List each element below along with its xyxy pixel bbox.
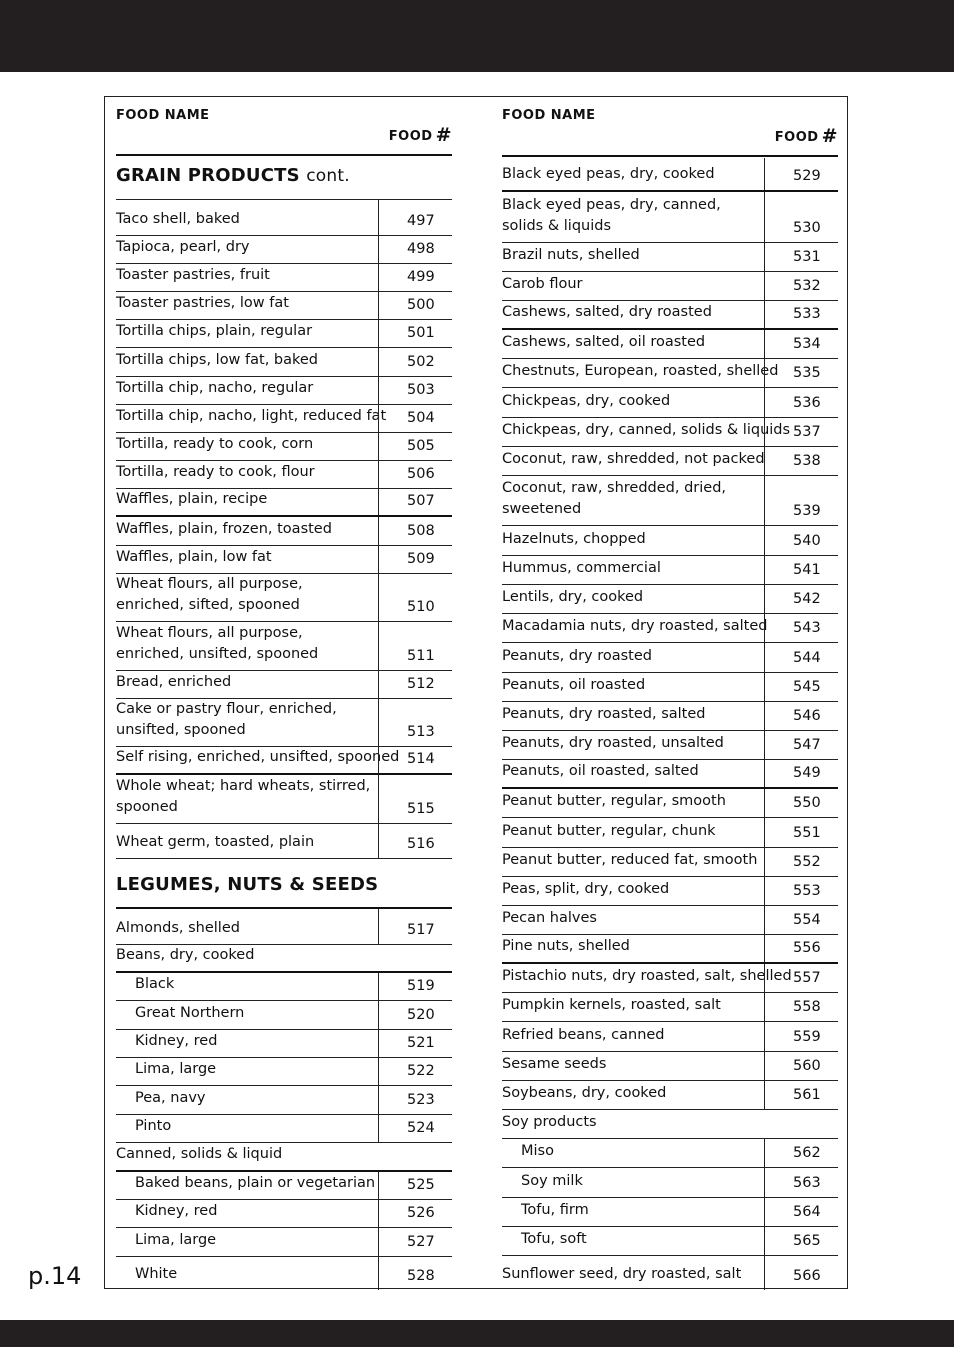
table-row — [502, 614, 838, 643]
food-number: 517 — [407, 922, 435, 938]
food-number: 509 — [407, 551, 435, 567]
food-name — [116, 623, 318, 664]
food-number: 521 — [407, 1035, 435, 1051]
table-row — [502, 556, 838, 585]
food-number: 523 — [407, 1092, 435, 1108]
food-number-cell — [378, 1030, 453, 1057]
food-number-cell — [378, 699, 453, 746]
food-number: 559 — [793, 1029, 821, 1045]
food-number: 529 — [793, 168, 821, 184]
food-number-cell — [378, 671, 453, 698]
food-number-cell — [378, 200, 453, 235]
food-number: 530 — [793, 220, 821, 236]
table-row — [502, 964, 838, 993]
table-row — [116, 622, 452, 671]
table-row — [116, 1058, 452, 1086]
food-number: 538 — [793, 453, 821, 469]
food-number: 504 — [407, 410, 435, 426]
food-number: 563 — [793, 1175, 821, 1191]
food-number-cell — [378, 909, 453, 944]
food-number-cell — [764, 1081, 839, 1109]
table-row — [502, 301, 838, 330]
page-number: p.14 — [28, 1262, 82, 1290]
food-number: 512 — [407, 676, 435, 692]
food-number: 510 — [407, 599, 435, 615]
table-row — [502, 1256, 838, 1290]
food-number: 558 — [793, 999, 821, 1015]
table-row — [116, 1228, 452, 1257]
food-name: Tapioca, pearl, dry — [116, 238, 250, 255]
food-name: Tofu, soft — [521, 1230, 587, 1247]
food-number-cell — [378, 1001, 453, 1029]
food-number-cell — [764, 731, 839, 759]
food-number: 532 — [793, 278, 821, 294]
food-number: 540 — [793, 533, 821, 549]
table-row — [502, 673, 838, 702]
food-number: 542 — [793, 591, 821, 607]
table-row — [502, 1198, 838, 1227]
food-number-cell — [764, 359, 839, 387]
table-row — [502, 272, 838, 301]
table-row — [502, 1110, 838, 1139]
food-name-line: solids & liquids — [502, 217, 612, 234]
table-row — [502, 818, 838, 848]
table-row — [502, 643, 838, 673]
food-number: 513 — [407, 724, 435, 740]
table-row — [116, 320, 452, 348]
table-row — [116, 1001, 452, 1030]
food-name: Hummus, commercial — [502, 559, 661, 576]
food-number-cell — [764, 993, 839, 1021]
table-row — [116, 236, 452, 264]
food-number: 543 — [793, 620, 821, 636]
food-number: 556 — [793, 940, 821, 956]
food-number: 507 — [407, 493, 435, 509]
food-name: Toaster pastries, fruit — [116, 266, 270, 283]
food-name: Peanuts, oil roasted — [502, 676, 646, 693]
food-number: 527 — [407, 1234, 435, 1250]
food-name: Toaster pastries, low fat — [116, 294, 289, 311]
food-name: Black — [135, 975, 175, 992]
food-number-cell — [378, 1086, 453, 1114]
food-number: 550 — [793, 795, 821, 811]
table-row — [116, 909, 452, 945]
food-name-line: sweetened — [502, 500, 582, 517]
food-number: 539 — [793, 503, 821, 519]
table-row — [116, 1257, 452, 1290]
table-row — [502, 702, 838, 731]
food-name: Cashews, salted, oil roasted — [502, 333, 706, 350]
food-name: Pea, navy — [135, 1089, 206, 1106]
table-row — [502, 158, 838, 192]
food-number: 546 — [793, 708, 821, 724]
table-row — [116, 1086, 452, 1115]
table-row — [116, 574, 452, 622]
table-row — [116, 699, 452, 747]
food-number: 522 — [407, 1063, 435, 1079]
food-name: Tortilla chip, nacho, regular — [116, 379, 314, 396]
food-name: Tortilla, ready to cook, corn — [116, 435, 314, 452]
food-name-line: Cake or pastry flour, enriched, — [116, 701, 337, 717]
food-name: Miso — [521, 1142, 554, 1159]
food-number: 541 — [793, 562, 821, 578]
food-name: Soy products — [502, 1113, 597, 1130]
food-name: Lentils, dry, cooked — [502, 588, 644, 605]
food-name: Peanuts, dry roasted — [502, 647, 652, 664]
table-row — [502, 476, 838, 526]
food-name: Pecan halves — [502, 909, 597, 926]
table-row — [502, 330, 838, 359]
food-number-cell — [764, 330, 839, 358]
food-name-line: spooned — [116, 798, 178, 815]
food-number: 562 — [793, 1145, 821, 1161]
food-name-header: FOOD NAME — [116, 108, 210, 123]
food-name: Peas, split, dry, cooked — [502, 880, 670, 897]
table-row — [502, 1227, 838, 1256]
food-name: Tortilla, ready to cook, flour — [116, 463, 315, 480]
food-name: Chestnuts, European, roasted, shelled — [502, 362, 779, 379]
food-name: Tortilla chips, low fat, baked — [116, 351, 319, 368]
food-number-cell — [764, 702, 839, 730]
food-number: 537 — [793, 424, 821, 440]
food-name: Pistachio nuts, dry roasted, salt, shelled — [502, 967, 792, 984]
food-number-cell — [764, 526, 839, 555]
table-row — [116, 264, 452, 292]
food-name: Peanut butter, regular, smooth — [502, 792, 726, 809]
food-number: 498 — [407, 241, 435, 257]
food-number-cell — [764, 476, 839, 525]
food-name: Refried beans, canned — [502, 1026, 665, 1043]
food-name: Peanut butter, reduced fat, smooth — [502, 851, 758, 868]
food-number-cell — [764, 760, 839, 787]
food-name-line: Wheat flours, all purpose, — [116, 576, 303, 592]
food-name: Hazelnuts, chopped — [502, 530, 646, 547]
food-number: 508 — [407, 523, 435, 539]
food-number: 551 — [793, 825, 821, 841]
food-number: 561 — [793, 1087, 821, 1103]
food-name: Cashews, salted, dry roasted — [502, 303, 712, 320]
table-row — [502, 243, 838, 272]
food-name — [502, 478, 726, 519]
food-name: White — [135, 1265, 178, 1282]
food-name — [116, 699, 337, 740]
food-number-cell — [378, 236, 453, 263]
table-row — [502, 1052, 838, 1081]
food-number: 515 — [407, 801, 435, 817]
food-number-cell — [764, 848, 839, 876]
food-name: Carob flour — [502, 275, 583, 292]
food-number-cell — [764, 1139, 839, 1167]
food-name: Waffles, plain, frozen, toasted — [116, 520, 332, 537]
food-number-cell — [378, 574, 453, 621]
food-name: Bread, enriched — [116, 673, 232, 690]
food-name: Chickpeas, dry, canned, solids & liquids — [502, 421, 791, 438]
food-number-cell — [764, 192, 839, 242]
food-name: Soy milk — [521, 1172, 583, 1189]
table-row — [116, 546, 452, 574]
food-number: 564 — [793, 1204, 821, 1220]
food-number: 505 — [407, 438, 435, 454]
table-row — [502, 789, 838, 818]
table-row — [502, 993, 838, 1022]
table-row — [116, 405, 452, 433]
food-name-line: unsifted, spooned — [116, 721, 246, 738]
food-number-cell — [764, 1052, 839, 1080]
food-name-line: enriched, unsifted, spooned — [116, 645, 319, 662]
food-number: 566 — [793, 1268, 821, 1284]
food-number: 531 — [793, 249, 821, 265]
food-number-cell — [378, 1115, 453, 1142]
table-row — [502, 1022, 838, 1052]
food-name: Waffles, plain, recipe — [116, 490, 268, 507]
food-name: Sesame seeds — [502, 1055, 607, 1072]
bottom-bar — [0, 1320, 954, 1347]
food-number-cell — [764, 789, 839, 817]
food-name: Peanuts, oil roasted, salted — [502, 762, 699, 779]
food-number: 524 — [407, 1120, 435, 1136]
table-row — [116, 1172, 452, 1200]
food-name: Pine nuts, shelled — [502, 937, 630, 954]
food-name: Peanuts, dry roasted, unsalted — [502, 734, 724, 751]
food-name: Beans, dry, cooked — [116, 946, 255, 963]
food-number-cell — [378, 517, 453, 545]
food-number-cell — [764, 964, 839, 992]
food-number: 526 — [407, 1205, 435, 1221]
food-number: 552 — [793, 854, 821, 870]
header-rule — [116, 154, 452, 156]
table-row — [502, 447, 838, 476]
food-number-cell — [378, 775, 453, 823]
food-number: 534 — [793, 336, 821, 352]
food-number-cell — [764, 1168, 839, 1197]
table-row — [502, 418, 838, 447]
food-number-cell — [378, 461, 453, 488]
table-row — [116, 1115, 452, 1143]
table-row — [502, 192, 838, 243]
food-number-cell — [378, 973, 453, 1000]
food-number: 511 — [407, 648, 435, 664]
food-name: Almonds, shelled — [116, 919, 240, 936]
table-row — [116, 671, 452, 699]
food-name: Kidney, red — [135, 1202, 218, 1219]
food-number: 535 — [793, 365, 821, 381]
food-number-cell — [764, 673, 839, 701]
food-number-cell — [764, 158, 839, 190]
food-number: 506 — [407, 466, 435, 482]
food-number-cell — [378, 1172, 453, 1199]
table-row — [502, 1168, 838, 1198]
food-number: 520 — [407, 1007, 435, 1023]
food-number-cell — [378, 747, 453, 773]
food-name: Macadamia nuts, dry roasted, salted — [502, 617, 768, 634]
food-number-cell — [378, 824, 453, 858]
food-number-cell — [764, 388, 839, 417]
food-name-header: FOOD NAME — [502, 108, 596, 123]
table-row — [502, 388, 838, 418]
table-row — [116, 517, 452, 546]
food-number: 525 — [407, 1177, 435, 1193]
table-row — [116, 1200, 452, 1228]
food-number: 514 — [407, 751, 435, 767]
table-row — [116, 747, 452, 775]
section-title-grain-products: GRAIN PRODUCTS cont. — [116, 165, 350, 186]
table-row — [116, 461, 452, 489]
food-name: Baked beans, plain or vegetarian — [135, 1174, 376, 1191]
food-number-cell — [378, 377, 453, 404]
food-number-cell — [378, 292, 453, 319]
table-row — [502, 848, 838, 877]
food-number: 547 — [793, 737, 821, 753]
food-name: Tortilla chips, plain, regular — [116, 322, 313, 339]
table-row — [502, 877, 838, 906]
food-number-cell — [378, 405, 453, 432]
food-number: 533 — [793, 306, 821, 322]
food-number-cell — [378, 622, 453, 670]
food-name: Wheat germ, toasted, plain — [116, 833, 315, 850]
food-name: Chickpeas, dry, cooked — [502, 392, 671, 409]
food-number: 499 — [407, 269, 435, 285]
food-number-cell — [764, 243, 839, 271]
food-number-cell — [764, 1022, 839, 1051]
food-number: 501 — [407, 325, 435, 341]
table-row — [502, 906, 838, 935]
table-row — [116, 433, 452, 461]
food-number: 497 — [407, 213, 435, 229]
food-name: Pinto — [135, 1117, 172, 1134]
table-row — [502, 1139, 838, 1168]
food-number: 553 — [793, 883, 821, 899]
food-name-line: Coconut, raw, shredded, dried, — [502, 480, 727, 496]
table-row — [116, 489, 452, 517]
food-number-cell — [378, 348, 453, 376]
food-number-cell — [378, 433, 453, 460]
food-number-cell — [764, 418, 839, 446]
food-number-cell — [764, 585, 839, 613]
food-name-line: enriched, sifted, spooned — [116, 596, 300, 613]
food-number-cell — [378, 1257, 453, 1290]
food-name: Kidney, red — [135, 1032, 218, 1049]
food-number-cell — [764, 935, 839, 962]
top-bar — [0, 0, 954, 72]
food-number-cell — [378, 1228, 453, 1256]
food-number-cell — [378, 320, 453, 347]
food-name: Taco shell, baked — [116, 210, 240, 227]
food-number: 528 — [407, 1268, 435, 1284]
food-name: Lima, large — [135, 1231, 217, 1248]
food-name: Great Northern — [135, 1004, 245, 1021]
food-number-cell — [764, 614, 839, 642]
food-name: Soybeans, dry, cooked — [502, 1084, 667, 1101]
food-number-cell — [764, 1227, 839, 1255]
food-number-cell — [764, 1256, 839, 1290]
food-number: 544 — [793, 650, 821, 666]
table-row — [116, 824, 452, 859]
table-row — [502, 526, 838, 556]
food-number: 502 — [407, 354, 435, 370]
food-name-line: Whole wheat; hard wheats, stirred, — [116, 778, 371, 794]
food-number: 549 — [793, 765, 821, 781]
table-row — [116, 973, 452, 1001]
food-name-line: Black eyed peas, dry, canned, — [502, 197, 721, 213]
food-name: Canned, solids & liquid — [116, 1145, 283, 1162]
food-name: Self rising, enriched, unsifted, spooned — [116, 748, 400, 765]
section-title-legumes: LEGUMES, NUTS & SEEDS — [116, 874, 379, 895]
food-number: 565 — [793, 1233, 821, 1249]
table-row — [502, 760, 838, 789]
food-number-cell — [378, 1058, 453, 1085]
table-row — [502, 359, 838, 388]
food-name-line: Wheat flours, all purpose, — [116, 625, 303, 641]
food-name: Sunflower seed, dry roasted, salt — [502, 1265, 742, 1282]
table-row — [116, 945, 452, 973]
food-number-cell — [764, 906, 839, 934]
table-row — [116, 292, 452, 320]
table-row — [116, 1030, 452, 1058]
food-number: 503 — [407, 382, 435, 398]
food-number-cell — [764, 818, 839, 847]
food-name: Peanuts, dry roasted, salted — [502, 705, 706, 722]
header-rule — [502, 155, 838, 157]
table-row — [502, 935, 838, 964]
food-number: 560 — [793, 1058, 821, 1074]
food-number-cell — [764, 643, 839, 672]
food-name: Tofu, firm — [521, 1201, 589, 1218]
table-row — [116, 200, 452, 236]
food-number: 554 — [793, 912, 821, 928]
food-number-header: FOOD # — [388, 124, 452, 146]
food-number: 516 — [407, 836, 435, 852]
food-name: Tortilla chip, nacho, light, reduced fat — [116, 407, 387, 424]
food-number-cell — [764, 556, 839, 584]
table-row — [116, 775, 452, 824]
table-row — [116, 1143, 452, 1172]
food-number-cell — [764, 272, 839, 300]
table-row — [502, 1081, 838, 1110]
table-row — [116, 348, 452, 377]
table-row — [502, 731, 838, 760]
food-number: 519 — [407, 978, 435, 994]
food-name: Waffles, plain, low fat — [116, 548, 272, 565]
food-number: 536 — [793, 395, 821, 411]
food-number: 500 — [407, 297, 435, 313]
food-number-cell — [764, 447, 839, 475]
food-number-cell — [764, 1198, 839, 1226]
food-name: Pumpkin kernels, roasted, salt — [502, 996, 721, 1013]
food-number: 557 — [793, 970, 821, 986]
food-number-cell — [764, 301, 839, 328]
food-number: 545 — [793, 679, 821, 695]
food-number-cell — [378, 264, 453, 291]
food-number-header: FOOD # — [774, 125, 838, 147]
table-row — [502, 585, 838, 614]
food-name — [116, 776, 370, 817]
food-number-cell — [378, 546, 453, 573]
food-number-cell — [378, 489, 453, 515]
food-number-cell — [378, 1200, 453, 1227]
food-name: Peanut butter, regular, chunk — [502, 822, 716, 839]
table-row — [116, 377, 452, 405]
food-name — [116, 574, 303, 615]
food-name: Brazil nuts, shelled — [502, 246, 640, 263]
food-name: Black eyed peas, dry, cooked — [502, 165, 715, 182]
food-number-cell — [764, 877, 839, 905]
food-name: Coconut, raw, shredded, not packed — [502, 450, 765, 467]
food-name — [502, 195, 721, 236]
food-name: Lima, large — [135, 1060, 217, 1077]
